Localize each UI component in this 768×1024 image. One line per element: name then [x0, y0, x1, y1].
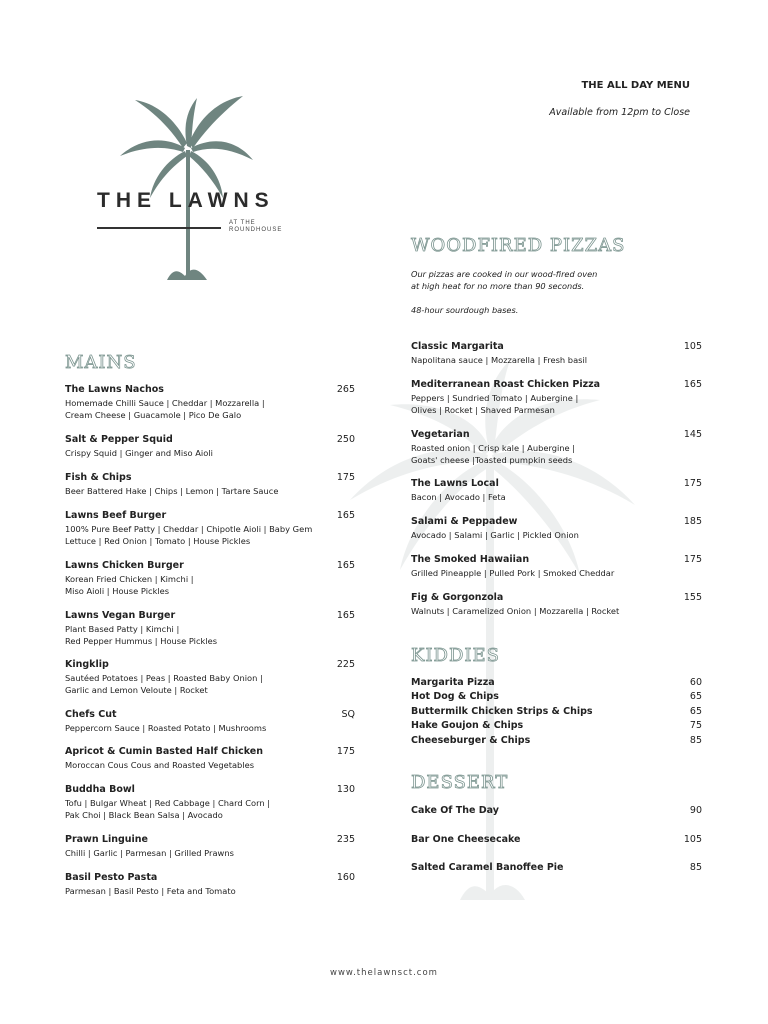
kiddies-item-price: 60	[689, 677, 702, 688]
pizzas-item-name: Fig & Gorgonzola	[411, 592, 504, 603]
pizzas-item	[411, 379, 702, 416]
mains-item	[65, 560, 355, 597]
pizzas-item-description: Bacon | Avocado | Feta	[411, 492, 506, 502]
mains-item-price: 175	[336, 472, 355, 483]
mains-item-description: Moroccan Cous Cous and Roasted Vegetables	[65, 760, 255, 770]
dessert-item	[411, 834, 702, 845]
kiddies-item-name: Hot Dog & Chips	[411, 691, 499, 702]
mains-item-price: 165	[336, 560, 355, 571]
dessert-item-name: Bar One Cheesecake	[411, 834, 521, 845]
pizzas-item-price: 185	[683, 516, 702, 527]
dessert-item-price: 85	[689, 862, 702, 873]
dessert-item-name: Cake Of The Day	[411, 805, 499, 816]
mains-item	[65, 659, 355, 696]
mains-item-name: Kingklip	[65, 659, 109, 670]
dessert-item	[411, 862, 702, 873]
mains-list	[65, 384, 355, 904]
mains-item	[65, 510, 355, 547]
pizzas-item-price: 165	[683, 379, 702, 390]
mains-item-price: 235	[336, 834, 355, 845]
pizzas-item-price: 105	[683, 341, 702, 352]
mains-item-name: Lawns Vegan Burger	[65, 610, 176, 621]
website-link[interactable]: www.thelawnsct.com	[330, 968, 438, 978]
dessert-list	[411, 805, 702, 880]
kiddies-item	[411, 720, 702, 731]
mains-item-name: Chefs Cut	[65, 709, 117, 720]
pizzas-intro-bases: 48-hour sourdough bases.	[411, 305, 519, 315]
pizzas-intro	[411, 268, 651, 328]
mains-item	[65, 384, 355, 421]
pizzas-item	[411, 592, 702, 617]
pizzas-item-name: The Smoked Hawaiian	[411, 554, 530, 565]
mains-item-description: Tofu | Bulgar Wheat | Red Cabbage | Chard Corn | Pak Choi | Black Bean Salsa | Avocado	[65, 798, 271, 820]
mains-item-price: 225	[336, 659, 355, 670]
kiddies-item-price: 85	[689, 735, 702, 746]
mains-heading: MAINS	[65, 352, 137, 373]
pizzas-item	[411, 429, 702, 466]
mains-item-name: Buddha Bowl	[65, 784, 135, 795]
kiddies-item-name: Cheeseburger & Chips	[411, 735, 531, 746]
mains-item-price: 130	[336, 784, 355, 795]
mains-item-name: Apricot & Cumin Basted Half Chicken	[65, 746, 264, 757]
dessert-item	[411, 805, 702, 816]
pizzas-item-name: The Lawns Local	[411, 478, 499, 489]
mains-item	[65, 434, 355, 459]
mains-item	[65, 872, 355, 897]
pizzas-item-name: Salami & Peppadew	[411, 516, 518, 527]
mains-item-name: The Lawns Nachos	[65, 384, 164, 395]
menu-title: THE ALL DAY MENU	[581, 80, 690, 91]
mains-item	[65, 610, 355, 647]
menu-hours: Available from 12pm to Close	[549, 107, 690, 118]
brand-name: THE LAWNS	[97, 189, 275, 212]
kiddies-item	[411, 706, 702, 717]
kiddies-item	[411, 691, 702, 702]
mains-item-name: Fish & Chips	[65, 472, 132, 483]
brand-divider	[97, 227, 221, 229]
pizzas-item-description: Napolitana sauce | Mozzarella | Fresh basil	[411, 355, 588, 365]
pizzas-item-name: Vegetarian	[411, 429, 470, 440]
mains-item-name: Lawns Chicken Burger	[65, 560, 184, 571]
pizzas-item-price: 155	[683, 592, 702, 603]
mains-item	[65, 834, 355, 859]
brand-logo	[95, 88, 295, 283]
pizzas-item-description: Grilled Pineapple | Pulled Pork | Smoked Cheddar	[411, 568, 615, 578]
brand-subtitle-line1: AT THE	[229, 220, 256, 226]
pizzas-item-description: Walnuts | Caramelized Onion | Mozzarella | Rocket	[411, 606, 620, 616]
mains-item-description: Parmesan | Basil Pesto | Feta and Tomato	[65, 886, 236, 896]
kiddies-item-name: Hake Goujon & Chips	[411, 720, 524, 731]
brand-subtitle	[229, 220, 282, 234]
mains-item-description: Chilli | Garlic | Parmesan | Grilled Prawns	[65, 848, 234, 858]
pizzas-heading: WOODFIRED PIZZAS	[411, 235, 626, 256]
kiddies-list	[411, 677, 702, 752]
pizzas-item	[411, 478, 702, 503]
mains-item-price: 165	[336, 610, 355, 621]
kiddies-item-name: Buttermilk Chicken Strips & Chips	[411, 706, 593, 717]
pizzas-item-price: 175	[683, 554, 702, 565]
mains-item-name: Lawns Beef Burger	[65, 510, 167, 521]
mains-item-description: Homemade Chilli Sauce | Cheddar | Mozzarella | Cream Cheese | Guacamole | Pico De Galo	[65, 398, 265, 420]
kiddies-item-price: 75	[689, 720, 702, 731]
pizzas-item-price: 175	[683, 478, 702, 489]
pizzas-item-name: Mediterranean Roast Chicken Pizza	[411, 379, 601, 390]
mains-item-price: 250	[336, 434, 355, 445]
pizzas-list	[411, 341, 702, 631]
mains-item-description: Beer Battered Hake | Chips | Lemon | Tartare Sauce	[65, 486, 279, 496]
kiddies-heading: KIDDIES	[411, 645, 501, 666]
dessert-item-price: 105	[683, 834, 702, 845]
mains-item-price: 165	[336, 510, 355, 521]
mains-item-description: Crispy Squid | Ginger and Miso Aioli	[65, 448, 213, 458]
mains-item-price: SQ	[341, 709, 355, 720]
mains-item-description: Plant Based Patty | Kimchi | Red Pepper Hummus | House Pickles	[65, 624, 218, 646]
pizzas-item-name: Classic Margarita	[411, 341, 504, 352]
pizzas-item	[411, 341, 702, 366]
dessert-heading: DESSERT	[411, 772, 509, 793]
pizzas-item-description: Avocado | Salami | Garlic | Pickled Onion	[411, 530, 579, 540]
mains-item-price: 265	[336, 384, 355, 395]
pizzas-intro-text: Our pizzas are cooked in our wood-fired oven at high heat for no more than 90 seconds.	[411, 269, 598, 291]
pizzas-item-description: Roasted onion | Crisp kale | Aubergine | Goats' cheese |Toasted pumpkin seeds	[411, 443, 576, 465]
dessert-item-price: 90	[689, 805, 702, 816]
mains-item-description: Peppercorn Sauce | Roasted Potato | Mushrooms	[65, 723, 267, 733]
pizzas-item	[411, 554, 702, 579]
brand-subtitle-line2: ROUNDHOUSE	[229, 227, 283, 233]
mains-item-name: Salt & Pepper Squid	[65, 434, 173, 445]
pizzas-item-price: 145	[683, 429, 702, 440]
mains-item	[65, 746, 355, 771]
mains-item-description: Korean Fried Chicken | Kimchi | Miso Aioli | House Pickles	[65, 574, 194, 596]
mains-item	[65, 472, 355, 497]
mains-item	[65, 709, 355, 734]
dessert-item-name: Salted Caramel Banoffee Pie	[411, 862, 564, 873]
kiddies-item-name: Margarita Pizza	[411, 677, 495, 688]
mains-item-price: 160	[336, 872, 355, 883]
palm-tree-icon	[95, 88, 295, 283]
kiddies-item	[411, 735, 702, 746]
mains-item-name: Basil Pesto Pasta	[65, 872, 158, 883]
pizzas-item	[411, 516, 702, 541]
kiddies-item-price: 65	[689, 691, 702, 702]
mains-item-price: 175	[336, 746, 355, 757]
mains-item-description: Sautéed Potatoes | Peas | Roasted Baby Onion | Garlic and Lemon Veloute | Rocket	[65, 673, 263, 695]
mains-item-name: Prawn Linguine	[65, 834, 149, 845]
pizzas-item-description: Peppers | Sundried Tomato | Aubergine | Olives | Rocket | Shaved Parmesan	[411, 393, 579, 415]
mains-item-description: 100% Pure Beef Patty | Cheddar | Chipotle Aioli | Baby Gem Lettuce | Red Onion | Tomato | House Pickles	[65, 524, 313, 546]
kiddies-item	[411, 677, 702, 688]
kiddies-item-price: 65	[689, 706, 702, 717]
mains-item	[65, 784, 355, 821]
